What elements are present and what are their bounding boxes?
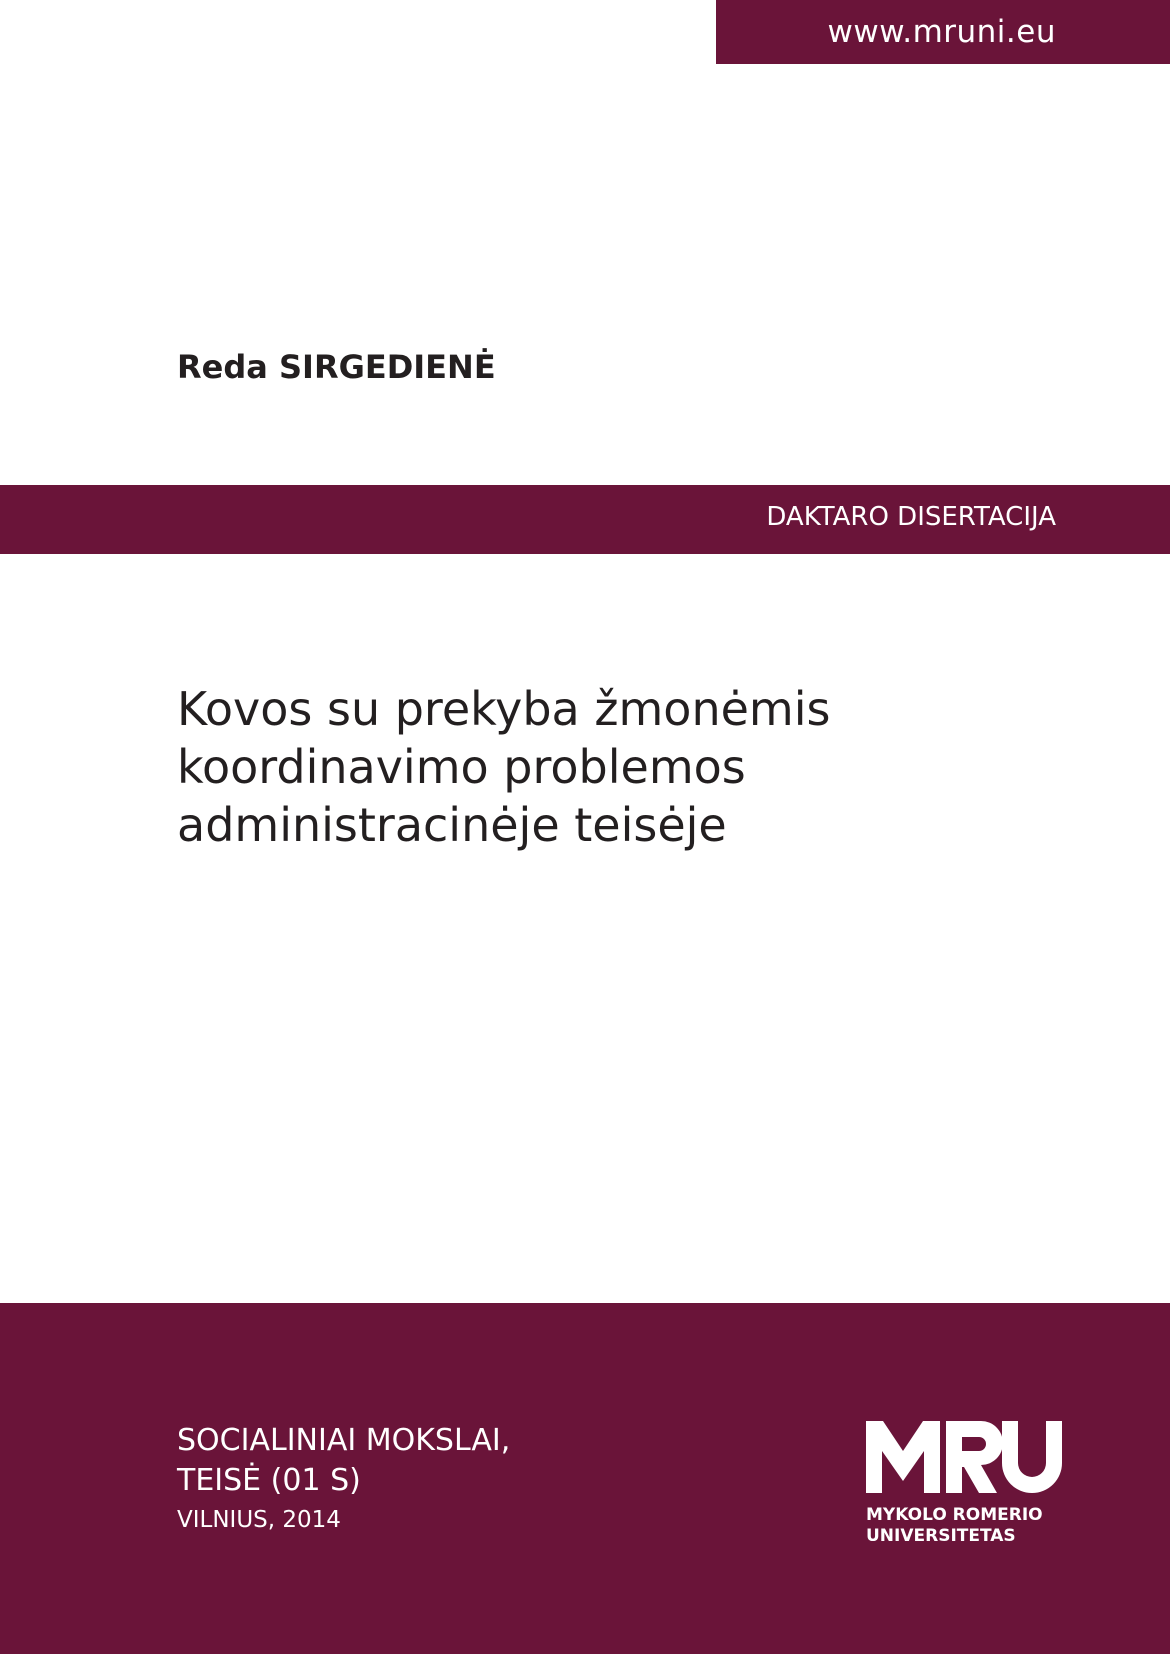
document-type-band bbox=[0, 485, 1170, 554]
website-link[interactable]: www.mruni.eu bbox=[827, 14, 1056, 50]
document-type-label: DAKTARO DISERTACIJA bbox=[766, 502, 1056, 532]
series-line: SOCIALINIAI MOKSLAI, bbox=[177, 1423, 511, 1458]
title-line: Kovos su prekyba žmonėmis bbox=[177, 682, 831, 736]
logo-name-line: MYKOLO ROMERIO bbox=[866, 1505, 1043, 1525]
title-line: administracinėje teisėje bbox=[177, 798, 727, 852]
website-bar bbox=[716, 0, 1170, 64]
dissertation-title bbox=[177, 680, 1057, 854]
title-line: koordinavimo problemos bbox=[177, 740, 746, 794]
mru-monogram-icon bbox=[866, 1421, 1062, 1493]
logo-name-line: UNIVERSITETAS bbox=[866, 1526, 1016, 1546]
series-info bbox=[177, 1421, 510, 1535]
series-line: TEISĖ (01 S) bbox=[177, 1463, 361, 1498]
footer-band bbox=[0, 1303, 1170, 1654]
author-name: Reda SIRGEDIENĖ bbox=[177, 348, 496, 386]
city-year: VILNIUS, 2014 bbox=[177, 1507, 341, 1533]
university-logo bbox=[866, 1421, 1066, 1547]
